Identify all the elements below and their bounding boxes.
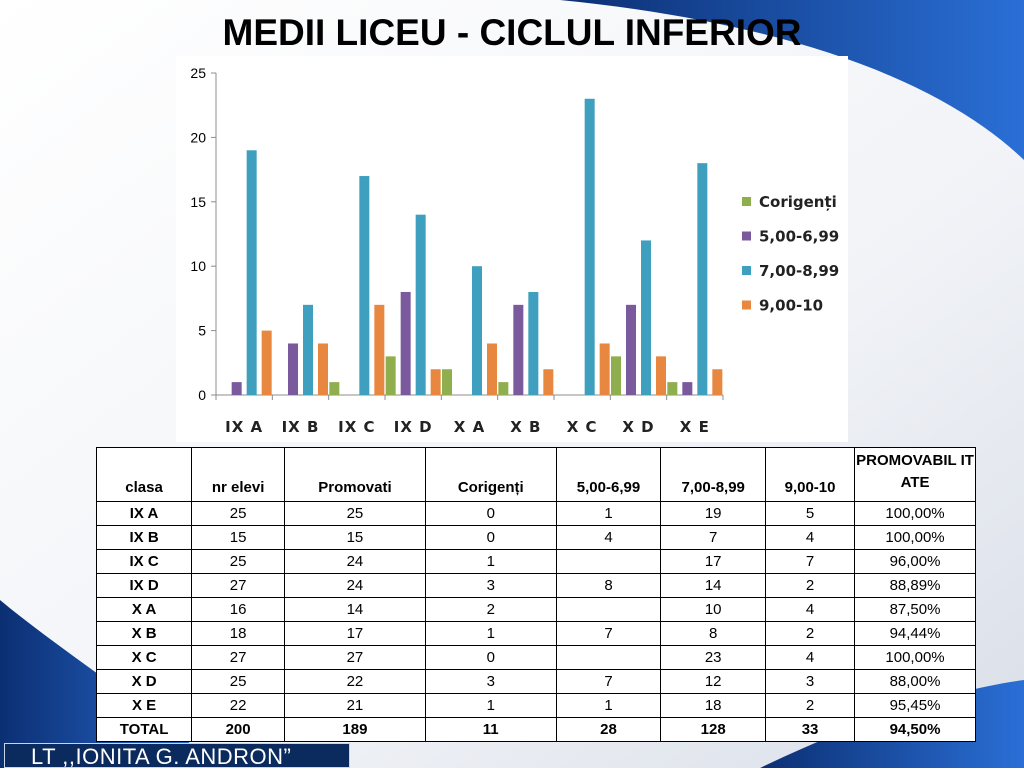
- table-cell: 87,50%: [855, 598, 976, 622]
- table-row: [97, 646, 976, 670]
- table-cell: 19: [661, 502, 766, 526]
- bar-5-00-6-99-ixb: [288, 343, 298, 395]
- bar-corigen-i-xd: [611, 356, 621, 395]
- column-header: nr elevi: [192, 448, 285, 502]
- table-cell: 17: [285, 622, 426, 646]
- table-cell: 3: [766, 670, 855, 694]
- table-row: [97, 694, 976, 718]
- row-label: X D: [97, 670, 192, 694]
- row-label: IX B: [97, 526, 192, 550]
- bar-corigen-i-xe: [667, 382, 677, 395]
- table-cell: 16: [192, 598, 285, 622]
- bar-7-00-8-99-xa: [472, 266, 482, 395]
- x-tick-label: IX C: [338, 418, 376, 436]
- table-cell: 18: [661, 694, 766, 718]
- bar-5-00-6-99-xb: [513, 305, 523, 395]
- table-cell: 24: [285, 574, 426, 598]
- bar-9-00-10-ixd: [431, 369, 441, 395]
- table-cell: 7: [556, 622, 661, 646]
- table-cell: 2: [766, 694, 855, 718]
- table-row: [97, 550, 976, 574]
- row-label: IX C: [97, 550, 192, 574]
- table-row: [97, 670, 976, 694]
- table-cell: 0: [425, 526, 556, 550]
- table-cell: 7: [661, 526, 766, 550]
- bar-7-00-8-99-ixd: [416, 215, 426, 395]
- table-cell: 22: [192, 694, 285, 718]
- table-cell: 100,00%: [855, 502, 976, 526]
- table-cell: 4: [556, 526, 661, 550]
- bar-corigen-i-xb: [498, 382, 508, 395]
- bar-corigen-i-xa: [442, 369, 452, 395]
- legend-label: 7,00-8,99: [759, 262, 840, 280]
- table-cell: [556, 598, 661, 622]
- total-label: TOTAL: [97, 718, 192, 742]
- table-cell: 25: [285, 502, 426, 526]
- bar-7-00-8-99-xd: [641, 240, 651, 395]
- table-row: [97, 502, 976, 526]
- legend-swatch: [742, 266, 751, 275]
- table-cell: [556, 646, 661, 670]
- table-cell: 0: [425, 502, 556, 526]
- table-row: [97, 622, 976, 646]
- table-cell: 25: [192, 550, 285, 574]
- table-cell: 7: [556, 670, 661, 694]
- bar-9-00-10-xd: [656, 356, 666, 395]
- column-header: Promovati: [285, 448, 426, 502]
- legend-swatch: [742, 301, 751, 310]
- table-cell: 0: [425, 646, 556, 670]
- column-header: PROMOVABIL ITATE: [855, 448, 976, 502]
- table-cell: 14: [661, 574, 766, 598]
- table-cell: 10: [661, 598, 766, 622]
- table-cell: 96,00%: [855, 550, 976, 574]
- footer-school-name: LT ,,IONITA G. ANDRON”: [4, 743, 350, 768]
- table-cell: 4: [766, 646, 855, 670]
- table-cell: 17: [661, 550, 766, 574]
- x-tick-label: IX D: [393, 418, 433, 436]
- legend-label: 9,00-10: [759, 296, 824, 315]
- bar-9-00-10-ixa: [262, 331, 272, 395]
- chart-svg: [176, 56, 848, 442]
- table-cell: 100,00%: [855, 646, 976, 670]
- total-cell: 11: [425, 718, 556, 742]
- y-tick-label: 10: [190, 258, 206, 275]
- table-cell: 14: [285, 598, 426, 622]
- table-cell: 1: [556, 694, 661, 718]
- column-header: 5,00-6,99: [556, 448, 661, 502]
- table-cell: 100,00%: [855, 526, 976, 550]
- bar-9-00-10-xa: [487, 343, 497, 395]
- legend-swatch: [742, 197, 751, 206]
- bar-7-00-8-99-ixb: [303, 305, 313, 395]
- column-header: 9,00-10: [766, 448, 855, 502]
- data-table: [96, 447, 976, 742]
- table-cell: 3: [425, 574, 556, 598]
- table-cell: 5: [766, 502, 855, 526]
- column-header: 7,00-8,99: [661, 448, 766, 502]
- column-header: clasa: [97, 448, 192, 502]
- table-cell: 4: [766, 526, 855, 550]
- table-cell: 8: [556, 574, 661, 598]
- y-tick-label: 0: [198, 387, 206, 403]
- table-cell: 2: [766, 622, 855, 646]
- page-title: MEDII LICEU - CICLUL INFERIOR: [222, 12, 802, 53]
- table-cell: 27: [192, 646, 285, 670]
- row-label: X A: [97, 598, 192, 622]
- table-cell: 24: [285, 550, 426, 574]
- table-header-row: [97, 448, 976, 502]
- table-cell: 22: [285, 670, 426, 694]
- table-cell: 2: [766, 574, 855, 598]
- x-tick-label: X E: [679, 418, 710, 436]
- table-cell: 27: [192, 574, 285, 598]
- x-tick-label: IX B: [281, 418, 320, 436]
- bar-chart: [176, 56, 848, 442]
- table-cell: 1: [425, 622, 556, 646]
- bar-7-00-8-99-ixc: [359, 176, 369, 395]
- table-cell: 3: [425, 670, 556, 694]
- legend-label: Corigenți: [759, 193, 837, 211]
- table-cell: 7: [766, 550, 855, 574]
- bar-5-00-6-99-xe: [682, 382, 692, 395]
- table-cell: 25: [192, 670, 285, 694]
- bar-corigen-i-ixc: [329, 382, 339, 395]
- table-cell: 1: [425, 694, 556, 718]
- table-row: [97, 526, 976, 550]
- bar-5-00-6-99-xd: [626, 305, 636, 395]
- bar-5-00-6-99-ixd: [401, 292, 411, 395]
- bar-9-00-10-xc: [600, 343, 610, 395]
- total-cell: 28: [556, 718, 661, 742]
- bar-7-00-8-99-xc: [585, 99, 595, 395]
- table-cell: 15: [285, 526, 426, 550]
- x-tick-label: IX A: [225, 418, 264, 436]
- total-cell: 128: [661, 718, 766, 742]
- legend-swatch: [742, 232, 751, 241]
- column-header: Corigenți: [425, 448, 556, 502]
- row-label: IX D: [97, 574, 192, 598]
- row-label: X E: [97, 694, 192, 718]
- table-cell: 25: [192, 502, 285, 526]
- row-label: IX A: [97, 502, 192, 526]
- table-cell: 88,00%: [855, 670, 976, 694]
- bar-corigen-i-ixd: [386, 356, 396, 395]
- table-row: [97, 598, 976, 622]
- row-label: X C: [97, 646, 192, 670]
- bar-9-00-10-ixb: [318, 343, 328, 395]
- y-tick-label: 20: [190, 129, 206, 146]
- table-cell: 27: [285, 646, 426, 670]
- table-cell: 15: [192, 526, 285, 550]
- x-tick-label: X B: [510, 418, 542, 436]
- row-label: X B: [97, 622, 192, 646]
- table-cell: 12: [661, 670, 766, 694]
- total-cell: 200: [192, 718, 285, 742]
- table-cell: 1: [425, 550, 556, 574]
- bar-7-00-8-99-xb: [528, 292, 538, 395]
- y-tick-label: 5: [198, 322, 206, 339]
- table-cell: 8: [661, 622, 766, 646]
- x-tick-label: X C: [566, 418, 598, 436]
- y-tick-label: 15: [190, 193, 206, 210]
- table-cell: 88,89%: [855, 574, 976, 598]
- table-cell: 21: [285, 694, 426, 718]
- bar-7-00-8-99-xe: [697, 163, 707, 395]
- total-cell: 33: [766, 718, 855, 742]
- bar-5-00-6-99-ixa: [232, 382, 242, 395]
- x-tick-label: X D: [622, 418, 655, 436]
- total-row: [97, 718, 976, 742]
- table-cell: [556, 550, 661, 574]
- table-cell: 1: [556, 502, 661, 526]
- table-cell: 95,45%: [855, 694, 976, 718]
- y-tick-label: 25: [190, 65, 206, 81]
- bar-9-00-10-xe: [712, 369, 722, 395]
- bar-7-00-8-99-ixa: [247, 150, 257, 395]
- bar-9-00-10-xb: [543, 369, 553, 395]
- table-cell: 94,44%: [855, 622, 976, 646]
- total-cell: 94,50%: [855, 718, 976, 742]
- bar-9-00-10-ixc: [374, 305, 384, 395]
- table-cell: 23: [661, 646, 766, 670]
- table-cell: 2: [425, 598, 556, 622]
- total-cell: 189: [285, 718, 426, 742]
- table-row: [97, 574, 976, 598]
- legend-label: 5,00-6,99: [759, 227, 840, 246]
- table-cell: 4: [766, 598, 855, 622]
- table-cell: 18: [192, 622, 285, 646]
- x-tick-label: X A: [453, 418, 486, 436]
